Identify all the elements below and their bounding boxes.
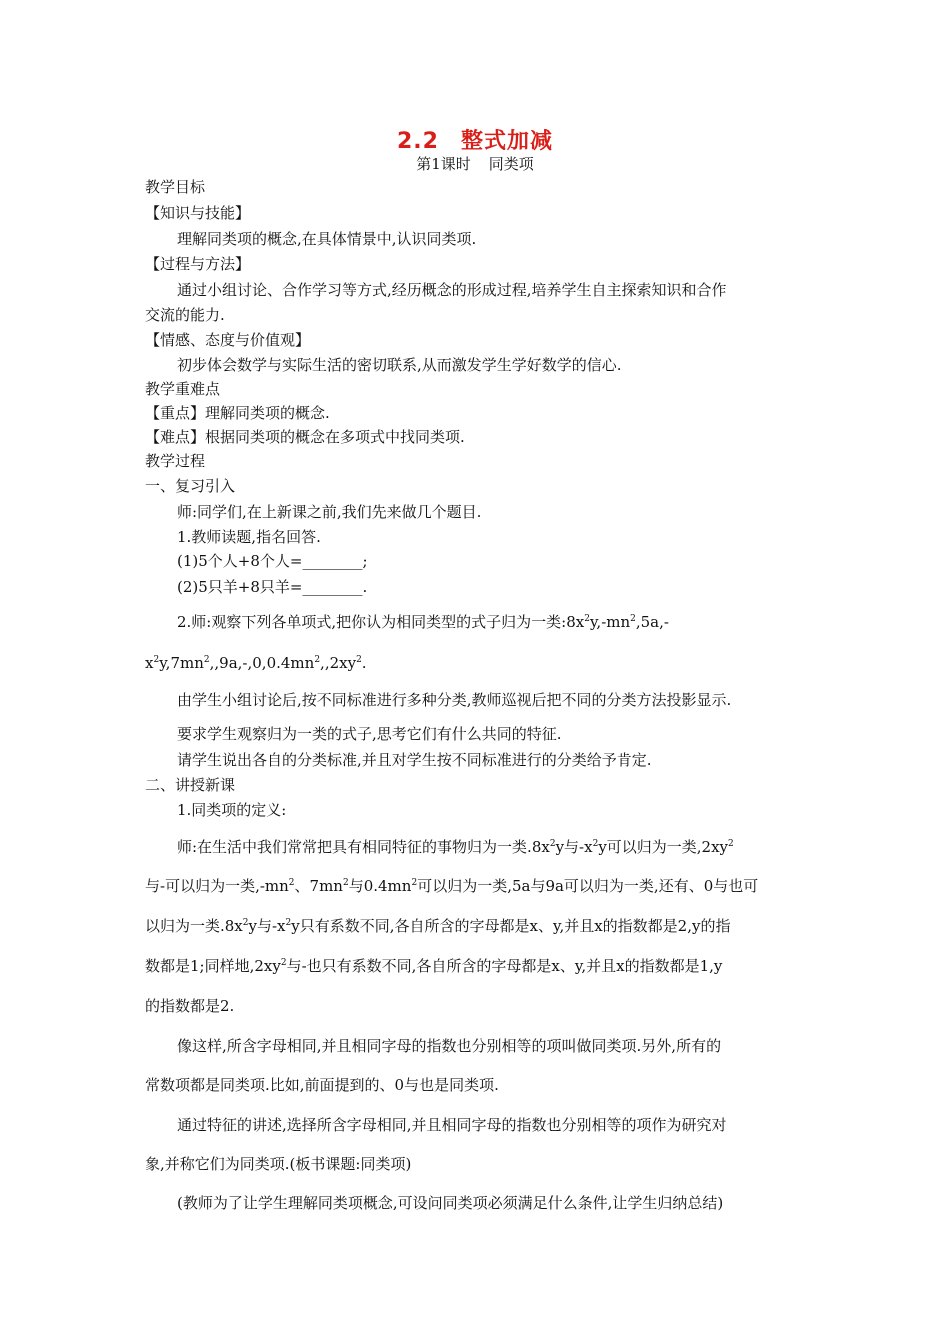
paragraph: 的指数都是2. bbox=[145, 997, 235, 1015]
section-new-lesson: 二、讲授新课 bbox=[145, 776, 236, 794]
lesson-title bbox=[0, 124, 950, 155]
paragraph: 1.教师读题,指名回答. bbox=[177, 528, 321, 546]
paragraph: 通过小组讨论、合作学习等方式,经历概念的形成过程,培养学生自主探索知识和合作 bbox=[177, 281, 727, 299]
math-line: $x^2y,7mn^2,,9a,-,0,0.4mn^2,,2xy^2$. bbox=[145, 654, 367, 672]
subtitle-lesson: 第1课时 bbox=[416, 155, 471, 173]
paragraph: 师:同学们,在上新课之前,我们先来做几个题目. bbox=[177, 503, 482, 521]
key-point: 【重点】理解同类项的概念. bbox=[145, 404, 330, 422]
paragraph: 要求学生观察归为一类的式子,思考它们有什么共同的特征. bbox=[177, 725, 562, 743]
title-number: 2.2 bbox=[397, 129, 439, 154]
paragraph: 交流的能力. bbox=[145, 306, 225, 324]
paragraph: 初步体会数学与实际生活的密切联系,从而激发学生学好数学的信心. bbox=[177, 356, 622, 374]
paragraph: 请学生说出各自的分类标准,并且对学生按不同标准进行的分类给予肯定. bbox=[177, 751, 652, 769]
paragraph: 理解同类项的概念,在具体情景中,认识同类项. bbox=[177, 230, 477, 248]
exercise-item: (1)5个人+8个人=________; bbox=[177, 552, 368, 570]
section-review: 一、复习引入 bbox=[145, 477, 236, 495]
math-line: 以归为一类$.8x^2y$与$-x^2y$只有系数不同,各自所含的字母都是x、y,并且x的指数都是2,y的指 bbox=[145, 917, 731, 935]
paragraph: (教师为了让学生理解同类项概念,可设问同类项必须满足什么条件,让学生归纳总结) bbox=[177, 1194, 724, 1212]
heading-process: 教学过程 bbox=[145, 452, 206, 470]
paragraph: 1.同类项的定义: bbox=[177, 801, 287, 819]
exercise-item: (2)5只羊+8只羊=________. bbox=[177, 578, 368, 596]
math-line: 数都是1;同样地$,2xy^2$与-也只有系数不同,各自所含的字母都是x、y,并且x的指数都是1,y bbox=[145, 957, 723, 975]
math-line: 与-可以归为一类$,-mn^2$、$7mn^2$与$0.4mn^2$可以归为一类,5a与9a可以归为一类,还有、0与也可 bbox=[145, 877, 759, 895]
paragraph: 常数项都是同类项.比如,前面提到的、0与也是同类项. bbox=[145, 1076, 499, 1094]
paragraph: 像这样,所含字母相同,并且相同字母的指数也分别相等的项叫做同类项.另外,所有的 bbox=[177, 1037, 722, 1055]
subtitle-topic: 同类项 bbox=[488, 155, 534, 173]
heading-key-points: 教学重难点 bbox=[145, 380, 221, 398]
heading-objectives: 教学目标 bbox=[145, 178, 206, 196]
paragraph: 象,并称它们为同类项.(板书课题:同类项) bbox=[145, 1155, 412, 1173]
section-process-method: 【过程与方法】 bbox=[145, 255, 251, 273]
lesson-subtitle bbox=[0, 153, 950, 174]
section-emotion-values: 【情感、态度与价值观】 bbox=[145, 331, 311, 349]
math-line: 师:在生活中我们常常把具有相同特征的事物归为一类$.8x^2y$与$-x^2y$可以归为一类$,2xy^2$ bbox=[177, 838, 734, 856]
title-text: 整式加减 bbox=[460, 129, 553, 154]
paragraph: 由学生小组讨论后,按不同标准进行多种分类,教师巡视后把不同的分类方法投影显示. bbox=[177, 691, 732, 709]
paragraph: 通过特征的讲述,选择所含字母相同,并且相同字母的指数也分别相等的项作为研究对 bbox=[177, 1116, 727, 1134]
difficult-point: 【难点】根据同类项的概念在多项式中找同类项. bbox=[145, 428, 465, 446]
math-line: 2.师:观察下列各单项式,把你认为相同类型的式子归为一类$:8x^2y,-mn^2,5a,-$ bbox=[177, 613, 669, 631]
section-knowledge-skills: 【知识与技能】 bbox=[145, 204, 251, 222]
